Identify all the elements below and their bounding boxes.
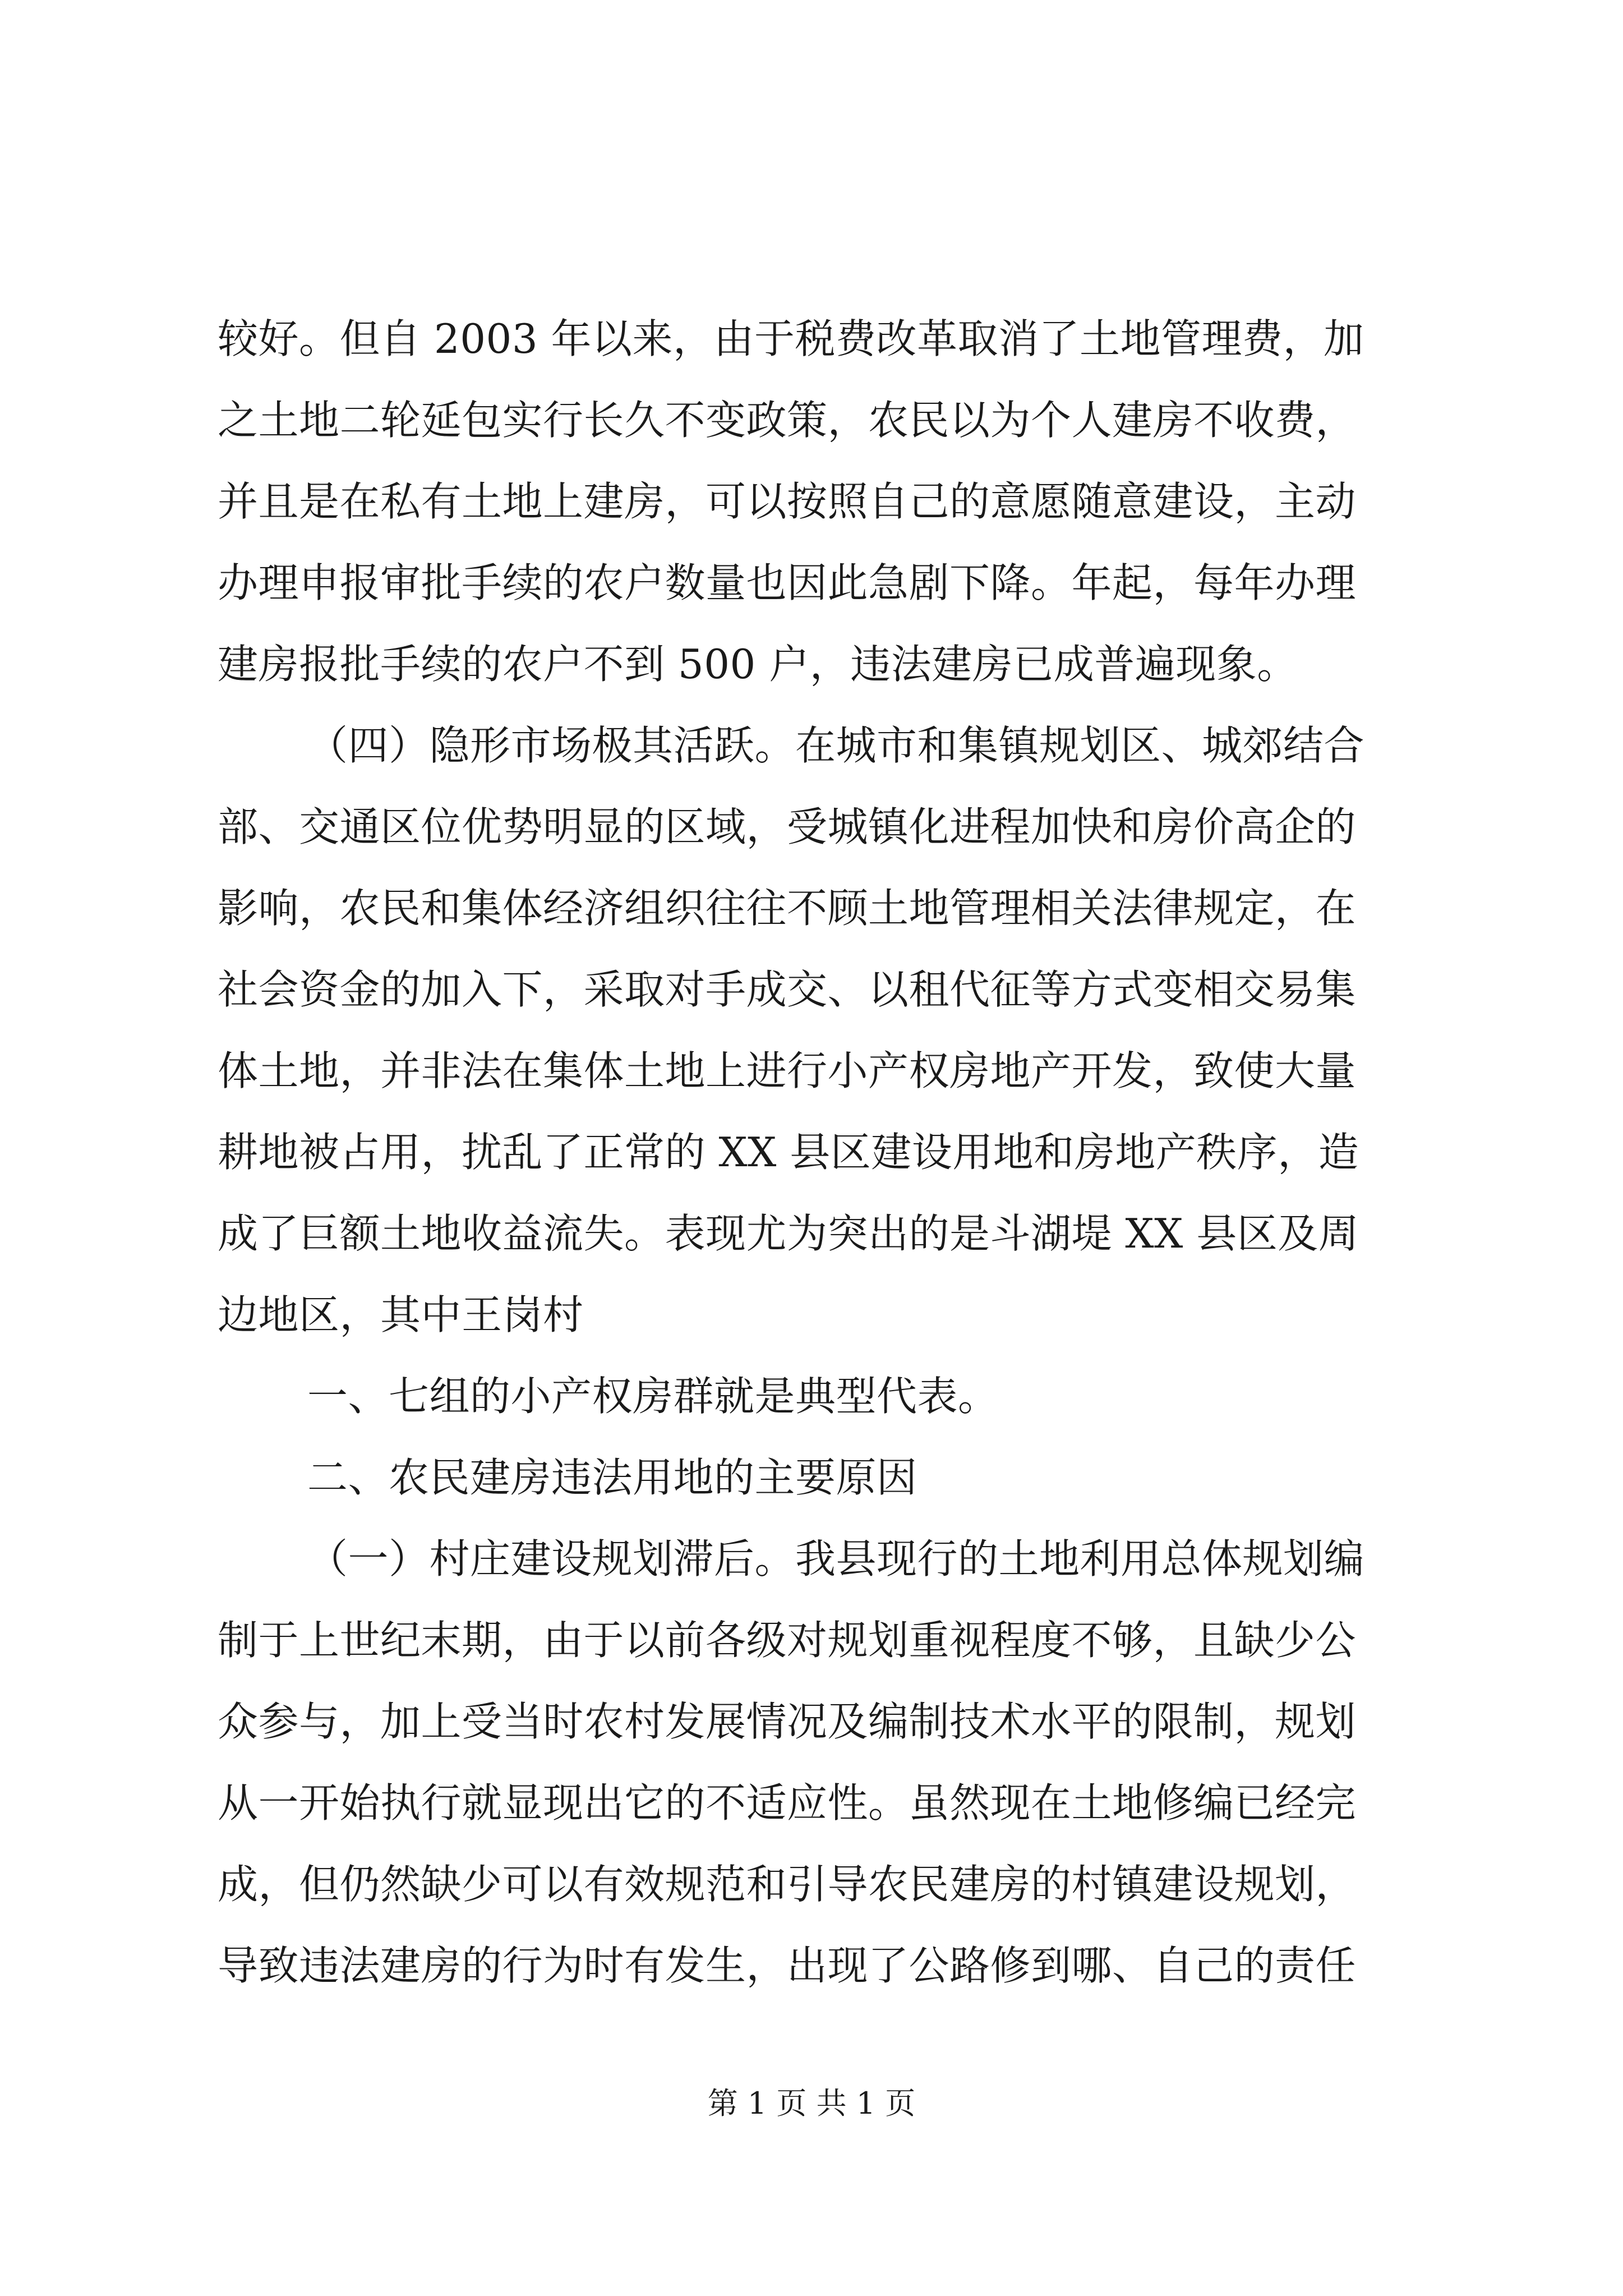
text-line: 部、交通区位优势明显的区域，受城镇化进程加快和房价高企的 xyxy=(218,803,1357,850)
text-line: 耕地被占用，扰乱了正常的 XX 县区建设用地和房地产秩序，造 xyxy=(218,1129,1359,1176)
text-line: 较好。但自 2003 年以来，由于税费改革取消了土地管理费，加 xyxy=(218,315,1364,362)
text-line: 导致违法建房的行为时有发生，出现了公路修到哪、自己的责任 xyxy=(218,1942,1357,1989)
text-line: 并且是在私有土地上建房，可以按照自己的意愿随意建设，主动 xyxy=(218,478,1357,525)
text-line: （一）村庄建设规划滞后。我县现行的土地利用总体规划编 xyxy=(307,1535,1365,1582)
text-line: 体土地，并非法在集体土地上进行小产权房地产开发，致使大量 xyxy=(218,1047,1357,1094)
text-line: 制于上世纪末期，由于以前各级对规划重视程度不够，且缺少公 xyxy=(218,1617,1357,1664)
text-line: 一、七组的小产权房群就是典型代表。 xyxy=(307,1373,999,1420)
text-line: （四）隐形市场极其活跃。在城市和集镇规划区、城郊结合 xyxy=(307,722,1365,769)
text-line: 社会资金的加入下，采取对手成交、以租代征等方式变相交易集 xyxy=(218,966,1357,1013)
text-line: 建房报批手续的农户不到 500 户，违法建房已成普遍现象。 xyxy=(218,641,1298,688)
text-line: 影响，农民和集体经济组织往往不顾土地管理相关法律规定，在 xyxy=(218,885,1357,932)
text-line: 之土地二轮延包实行长久不变政策，农民以为个人建房不收费， xyxy=(218,397,1357,444)
text-line: 边地区，其中王岗村 xyxy=(218,1291,584,1338)
text-line: 成，但仍然缺少可以有效规范和引导农民建房的村镇建设规划， xyxy=(218,1861,1357,1908)
document-body xyxy=(218,298,1429,2007)
text-line: 办理申报审批手续的农户数量也因此急剧下降。年起，每年办理 xyxy=(218,559,1357,606)
text-line: 众参与，加上受当时农村发展情况及编制技术水平的限制，规划 xyxy=(218,1698,1357,1745)
text-line: 从一开始执行就显现出它的不适应性。虽然现在土地修编已经完 xyxy=(218,1779,1357,1826)
page-footer: 第 1 页 共 1 页 xyxy=(707,2086,916,2121)
text-line: 二、农民建房违法用地的主要原因 xyxy=(307,1454,917,1501)
text-line: 成了巨额土地收益流失。表现尤为突出的是斗湖堤 XX 县区及周 xyxy=(218,1210,1359,1257)
